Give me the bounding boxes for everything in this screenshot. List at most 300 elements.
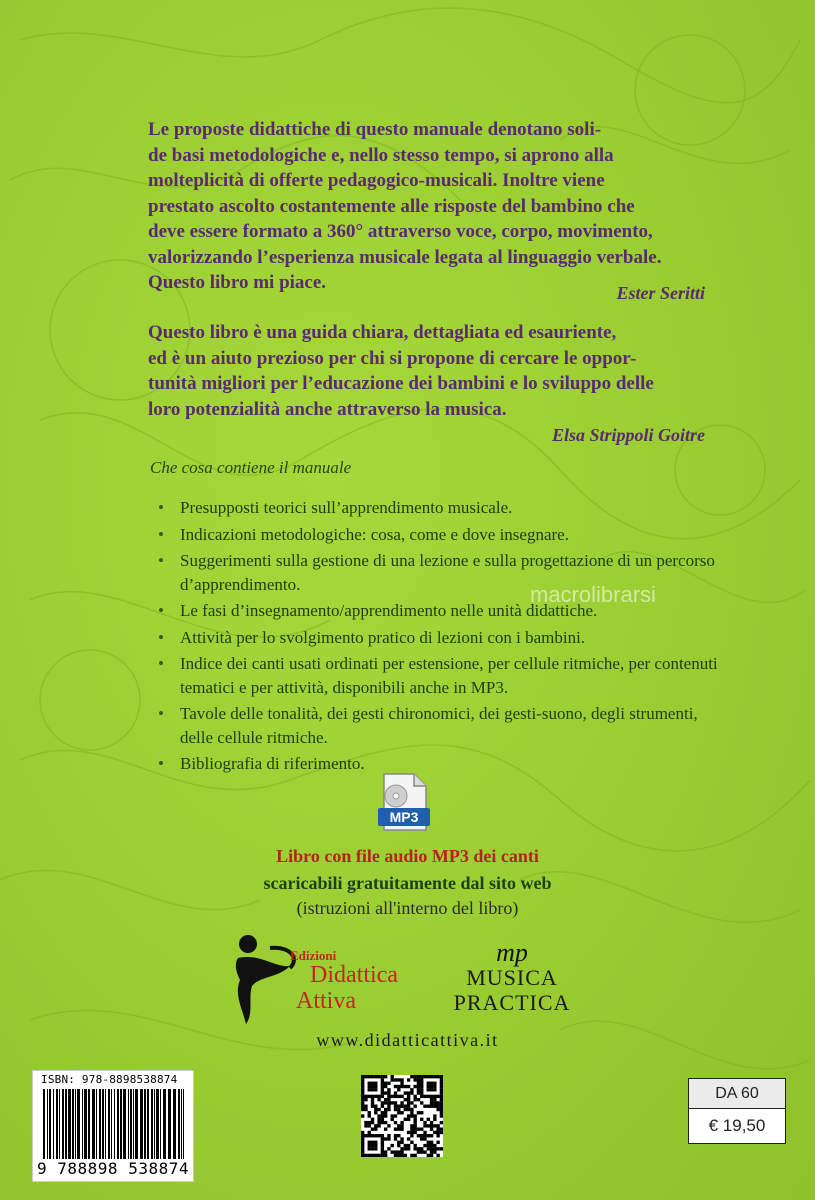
qr-module: [371, 1154, 374, 1157]
list-item: • Bibliografia di riferimento.: [158, 752, 718, 776]
qr-module: [440, 1114, 443, 1117]
qr-module: [387, 1108, 390, 1111]
review-line: valorizzando l’esperienza musicale legata al linguaggio verbale.: [148, 246, 662, 268]
barcode-bar: [53, 1089, 54, 1159]
qr-module: [361, 1075, 364, 1078]
qr-module: [417, 1075, 420, 1078]
qr-module: [371, 1147, 374, 1150]
qr-module: [436, 1105, 439, 1108]
review-line: tunità migliori per l’educazione dei bambini e lo sviluppo delle: [148, 373, 654, 394]
qr-module: [427, 1144, 430, 1147]
qr-module: [374, 1088, 377, 1091]
qr-module: [387, 1137, 390, 1140]
qr-module: [433, 1150, 436, 1153]
qr-module: [397, 1154, 400, 1157]
musica-practica-mark: [490, 935, 534, 969]
qr-module: [407, 1091, 410, 1094]
qr-module: [430, 1141, 433, 1144]
barcode-bars: [41, 1089, 187, 1159]
qr-module: [368, 1134, 371, 1137]
qr-module: [413, 1114, 416, 1117]
qr-module: [371, 1127, 374, 1130]
promo-line-1: Libro con file audio MP3 dei canti: [276, 846, 539, 866]
qr-module: [417, 1098, 420, 1101]
qr-module: [387, 1082, 390, 1085]
qr-module: [400, 1121, 403, 1124]
qr-module: [430, 1095, 433, 1098]
list-item: • Indice dei canti usati ordinati per estensione, per cellule ritmiche, per contenuti tematici e per attività, disponibili anche in MP3.: [158, 652, 718, 699]
qr-module: [381, 1088, 384, 1091]
qr-module: [440, 1101, 443, 1104]
qr-module: [404, 1118, 407, 1121]
qr-module: [387, 1091, 390, 1094]
qr-module: [400, 1141, 403, 1144]
qr-module: [381, 1111, 384, 1114]
qr-module: [377, 1124, 380, 1127]
qr-module: [394, 1101, 397, 1104]
qr-module: [413, 1085, 416, 1088]
qr-module: [394, 1105, 397, 1108]
qr-module: [420, 1075, 423, 1078]
qr-module: [436, 1101, 439, 1104]
qr-module: [381, 1118, 384, 1121]
qr-module: [397, 1111, 400, 1114]
qr-module: [404, 1098, 407, 1101]
qr-module: [417, 1111, 420, 1114]
qr-module: [427, 1105, 430, 1108]
qr-module: [371, 1121, 374, 1124]
qr-module: [384, 1091, 387, 1094]
qr-module: [413, 1075, 416, 1078]
qr-module: [384, 1098, 387, 1101]
qr-module: [394, 1134, 397, 1137]
qr-module: [427, 1095, 430, 1098]
qr-module: [364, 1154, 367, 1157]
qr-module: [410, 1134, 413, 1137]
barcode-bar: [183, 1089, 184, 1159]
qr-module: [384, 1082, 387, 1085]
qr-module: [436, 1154, 439, 1157]
barcode-bar: [96, 1089, 97, 1159]
qr-module: [387, 1088, 390, 1091]
qr-module: [427, 1154, 430, 1157]
qr-module: [420, 1111, 423, 1114]
qr-module: [384, 1111, 387, 1114]
price: € 19,50: [708, 1116, 766, 1135]
review-line: de basi metodologiche e, nello stesso tempo, si aprono alla: [148, 144, 614, 166]
qr-module: [433, 1085, 436, 1088]
qr-module: [394, 1091, 397, 1094]
qr-module: [407, 1105, 410, 1108]
qr-module: [440, 1105, 443, 1108]
qr-module: [413, 1105, 416, 1108]
qr-module: [417, 1091, 420, 1094]
price-box: [688, 1078, 786, 1144]
qr-module: [374, 1075, 377, 1078]
qr-module: [436, 1134, 439, 1137]
qr-module: [371, 1075, 374, 1078]
promo-line-3: (istruzioni all'interno del libro): [296, 898, 519, 918]
barcode: [32, 1070, 194, 1182]
qr-module: [374, 1154, 377, 1157]
barcode-bar: [130, 1089, 132, 1159]
barcode-bar: [135, 1089, 138, 1159]
barcode-bar: [105, 1089, 106, 1159]
barcode-bar: [43, 1089, 45, 1159]
qr-module: [371, 1141, 374, 1144]
qr-module: [433, 1118, 436, 1121]
qr-module: [400, 1078, 403, 1081]
qr-module: [371, 1118, 374, 1121]
qr-module: [381, 1137, 384, 1140]
review-1-text: [148, 117, 708, 296]
qr-module: [374, 1141, 377, 1144]
website-url: www.didatticattiva.it: [316, 1030, 499, 1050]
qr-module: [420, 1118, 423, 1121]
review-2-text: [148, 320, 708, 422]
qr-module: [436, 1075, 439, 1078]
qr-module: [400, 1147, 403, 1150]
qr-module: [394, 1154, 397, 1157]
qr-module: [374, 1147, 377, 1150]
qr-module: [361, 1141, 364, 1144]
qr-module: [436, 1141, 439, 1144]
qr-module: [381, 1082, 384, 1085]
barcode-bar: [151, 1089, 153, 1159]
qr-module: [430, 1098, 433, 1101]
qr-module: [364, 1075, 367, 1078]
qr-module: [410, 1141, 413, 1144]
qr-module: [423, 1105, 426, 1108]
ean-number: 9 788898 538874: [37, 1159, 189, 1178]
qr-module: [368, 1144, 371, 1147]
qr-module: [423, 1075, 426, 1078]
barcode-bar: [56, 1089, 58, 1159]
qr-module: [427, 1141, 430, 1144]
qr-module: [371, 1082, 374, 1085]
barcode-bar: [144, 1089, 146, 1159]
qr-module: [377, 1154, 380, 1157]
qr-module: [368, 1095, 371, 1098]
qr-module: [410, 1111, 413, 1114]
qr-module: [397, 1078, 400, 1081]
qr-module: [371, 1101, 374, 1104]
qr-module: [391, 1118, 394, 1121]
qr-module: [430, 1085, 433, 1088]
qr-module: [433, 1105, 436, 1108]
qr-module: [427, 1085, 430, 1088]
qr-module: [417, 1147, 420, 1150]
qr-module: [361, 1088, 364, 1091]
barcode-bar: [178, 1089, 180, 1159]
barcode-bar: [168, 1089, 171, 1159]
qr-module: [384, 1150, 387, 1153]
qr-module: [427, 1147, 430, 1150]
qr-module: [368, 1121, 371, 1124]
qr-module: [400, 1085, 403, 1088]
qr-module: [394, 1085, 397, 1088]
qr-module: [384, 1127, 387, 1130]
qr-module: [433, 1082, 436, 1085]
qr-module: [400, 1127, 403, 1130]
qr-module: [368, 1082, 371, 1085]
qr-module: [427, 1124, 430, 1127]
qr-module: [374, 1095, 377, 1098]
qr-module: [404, 1085, 407, 1088]
qr-module: [391, 1095, 394, 1098]
qr-module: [417, 1085, 420, 1088]
qr-module: [404, 1091, 407, 1094]
qr-module: [413, 1124, 416, 1127]
qr-module: [397, 1150, 400, 1153]
review-line: Questo libro mi piace.: [148, 272, 327, 293]
qr-module: [368, 1088, 371, 1091]
qr-module: [368, 1154, 371, 1157]
mp-mark-text: mp: [496, 938, 528, 967]
qr-module: [368, 1124, 371, 1127]
qr-module: [413, 1078, 416, 1081]
barcode-bar: [47, 1089, 48, 1159]
qr-module: [417, 1127, 420, 1130]
qr-module: [391, 1075, 394, 1078]
qr-module: [404, 1105, 407, 1108]
qr-module: [430, 1121, 433, 1124]
qr-module: [410, 1075, 413, 1078]
catalog-code: DA 60: [689, 1079, 785, 1109]
qr-module: [423, 1095, 426, 1098]
barcode-bar: [128, 1089, 129, 1159]
barcode-bar: [163, 1089, 166, 1159]
qr-module: [430, 1154, 433, 1157]
barcode-bar: [147, 1089, 149, 1159]
qr-module: [407, 1131, 410, 1134]
qr-module: [368, 1147, 371, 1150]
musica-practica-line-1: MUSICA: [466, 965, 558, 990]
qr-module: [440, 1091, 443, 1094]
qr-module: [420, 1101, 423, 1104]
qr-module: [381, 1150, 384, 1153]
review-line: molteplicità di offerte pedagogico-musicali. Inoltre viene: [148, 170, 605, 191]
list-item: • Le fasi d’insegnamento/apprendimento nelle unità didattiche.: [158, 599, 718, 623]
qr-module: [440, 1085, 443, 1088]
qr-module: [433, 1114, 436, 1117]
publisher-name-2: Attiva: [296, 988, 356, 1014]
qr-module: [374, 1105, 377, 1108]
qr-module: [427, 1118, 430, 1121]
qr-module: [394, 1150, 397, 1153]
contents-list: [158, 496, 718, 779]
qr-module: [430, 1144, 433, 1147]
qr-module: [394, 1121, 397, 1124]
qr-module: [374, 1082, 377, 1085]
barcode-bar: [102, 1089, 104, 1159]
qr-module: [397, 1105, 400, 1108]
barcode-bar: [75, 1089, 76, 1159]
qr-module: [381, 1144, 384, 1147]
qr-module: [377, 1075, 380, 1078]
review-line: ed è un aiuto prezioso per chi si propone di cercare le oppor-: [148, 347, 637, 369]
qr-module: [427, 1082, 430, 1085]
barcode-bar: [72, 1089, 74, 1159]
qr-module: [404, 1108, 407, 1111]
qr-module: [361, 1078, 364, 1081]
qr-module: [400, 1154, 403, 1157]
list-item: • Tavole delle tonalità, dei gesti chironomici, dei gesti-suono, degli strumenti, delle cellule ritmiche.: [158, 702, 718, 749]
qr-module: [384, 1154, 387, 1157]
mp3-file-icon: [374, 772, 434, 832]
qr-module: [420, 1088, 423, 1091]
qr-module: [374, 1124, 377, 1127]
qr-module: [413, 1147, 416, 1150]
qr-module: [394, 1127, 397, 1130]
qr-module: [374, 1127, 377, 1130]
barcode-bar: [154, 1089, 155, 1159]
qr-module: [427, 1088, 430, 1091]
qr-module: [440, 1098, 443, 1101]
qr-module: [436, 1108, 439, 1111]
barcode-bar: [82, 1089, 83, 1159]
barcode-bar: [59, 1089, 60, 1159]
qr-module: [423, 1121, 426, 1124]
qr-module: [381, 1091, 384, 1094]
qr-module: [394, 1114, 397, 1117]
barcode-bar: [84, 1089, 87, 1159]
qr-module: [374, 1085, 377, 1088]
qr-module: [410, 1127, 413, 1130]
qr-module: [361, 1108, 364, 1111]
qr-module: [361, 1098, 364, 1101]
qr-module: [410, 1154, 413, 1157]
qr-module: [420, 1127, 423, 1130]
qr-module: [361, 1154, 364, 1157]
qr-module: [361, 1095, 364, 1098]
qr-module: [381, 1078, 384, 1081]
contents-title: Che cosa contiene il manuale: [150, 458, 352, 477]
qr-module: [410, 1108, 413, 1111]
qr-module: [423, 1144, 426, 1147]
qr-module: [440, 1095, 443, 1098]
qr-module: [391, 1114, 394, 1117]
qr-module: [430, 1101, 433, 1104]
qr-module: [433, 1088, 436, 1091]
review-line: deve essere formato a 360° attraverso voce, corpo, movimento,: [148, 221, 653, 242]
qr-module: [430, 1124, 433, 1127]
list-item: • Attività per lo svolgimento pratico di lezioni con i bambini.: [158, 626, 718, 650]
barcode-bar: [120, 1089, 122, 1159]
qr-module: [377, 1098, 380, 1101]
qr-module: [410, 1101, 413, 1104]
qr-module: [391, 1144, 394, 1147]
qr-module: [404, 1144, 407, 1147]
qr-module: [440, 1108, 443, 1111]
qr-module: [430, 1134, 433, 1137]
qr-module: [407, 1108, 410, 1111]
barcode-bar: [111, 1089, 112, 1159]
review-line: prestato ascolto costantemente alle risposte del bambino che: [148, 195, 635, 217]
qr-module: [387, 1124, 390, 1127]
qr-module: [436, 1095, 439, 1098]
qr-module: [371, 1098, 374, 1101]
barcode-bar: [92, 1089, 95, 1159]
qr-module: [420, 1137, 423, 1140]
qr-module: [440, 1127, 443, 1130]
qr-module: [413, 1127, 416, 1130]
qr-module: [384, 1137, 387, 1140]
qr-module: [381, 1121, 384, 1124]
qr-module: [423, 1137, 426, 1140]
qr-module: [381, 1154, 384, 1157]
qr-module: [407, 1085, 410, 1088]
qr-module: [364, 1105, 367, 1108]
barcode-bar: [173, 1089, 176, 1159]
qr-module: [371, 1095, 374, 1098]
qr-module: [397, 1144, 400, 1147]
qr-module: [361, 1085, 364, 1088]
qr-module: [433, 1147, 436, 1150]
qr-module: [361, 1137, 364, 1140]
qr-module: [371, 1105, 374, 1108]
qr-module: [410, 1131, 413, 1134]
qr-module: [413, 1098, 416, 1101]
qr-module: [397, 1134, 400, 1137]
isbn-label: ISBN: 978-8898538874: [41, 1073, 178, 1086]
barcode-bar: [62, 1089, 64, 1159]
musica-practica-line-2: PRACTICA: [453, 990, 571, 1015]
qr-module: [417, 1150, 420, 1153]
qr-module: [368, 1111, 371, 1114]
qr-module: [427, 1134, 430, 1137]
qr-module: [384, 1101, 387, 1104]
qr-module: [397, 1108, 400, 1111]
qr-module: [407, 1098, 410, 1101]
qr-module: [361, 1150, 364, 1153]
barcode-bar: [88, 1089, 90, 1159]
qr-module: [440, 1078, 443, 1081]
qr-module: [440, 1131, 443, 1134]
qr-module: [364, 1095, 367, 1098]
qr-module: [381, 1075, 384, 1078]
publisher-name-1: Didattica: [310, 962, 398, 988]
qr-module: [407, 1147, 410, 1150]
qr-module: [387, 1134, 390, 1137]
qr-module: [361, 1144, 364, 1147]
qr-module: [387, 1095, 390, 1098]
qr-module: [384, 1114, 387, 1117]
list-item: • Suggerimenti sulla gestione di una lezione e sulla progettazione di un percorso d’apprendimento.: [158, 549, 718, 596]
qr-module: [400, 1111, 403, 1114]
qr-module: [433, 1098, 436, 1101]
qr-module: [381, 1085, 384, 1088]
list-item: • Presupposti teorici sull’apprendimento musicale.: [158, 496, 718, 520]
barcode-bar: [99, 1089, 101, 1159]
qr-module: [361, 1101, 364, 1104]
qr-module: [417, 1088, 420, 1091]
qr-module: [410, 1091, 413, 1094]
qr-module: [361, 1105, 364, 1108]
qr-module: [430, 1147, 433, 1150]
qr-module: [391, 1150, 394, 1153]
qr-module: [417, 1082, 420, 1085]
qr-module: [384, 1121, 387, 1124]
review-line: Questo libro è una guida chiara, dettagliata ed esauriente,: [148, 322, 617, 343]
qr-module: [423, 1124, 426, 1127]
barcode-bar: [114, 1089, 115, 1159]
qr-module: [397, 1085, 400, 1088]
qr-module: [400, 1105, 403, 1108]
qr-module: [361, 1134, 364, 1137]
review-1-author: Ester Seritti: [616, 283, 705, 303]
qr-module: [391, 1101, 394, 1104]
